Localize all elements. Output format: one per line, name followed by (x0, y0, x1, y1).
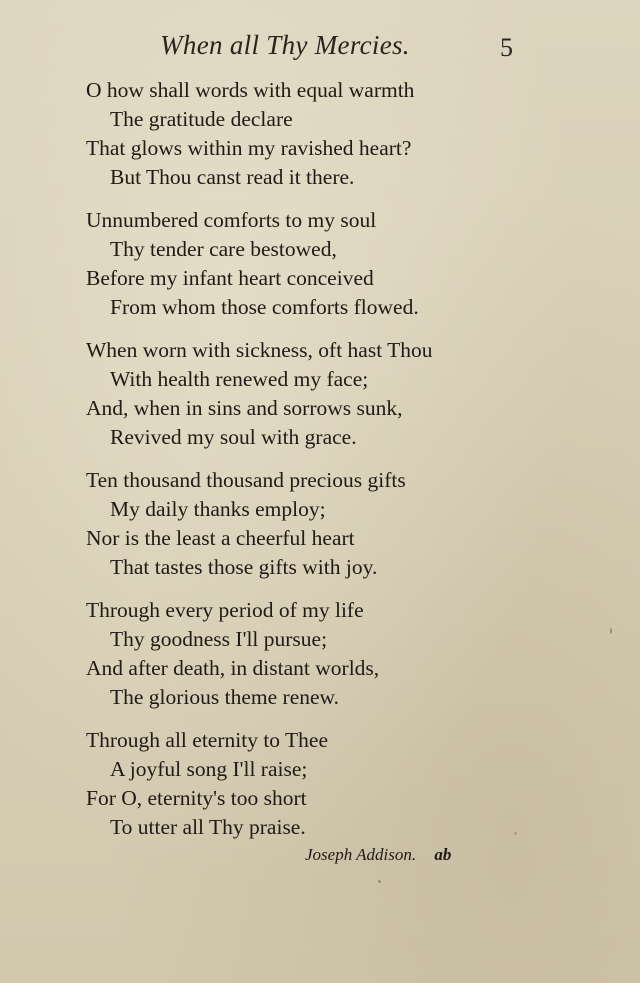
poem-line: With health renewed my face; (110, 367, 369, 391)
poem-line: Unnumbered comforts to my soul (86, 208, 377, 232)
poem-line: For O, eternity's too short (86, 786, 307, 810)
poem-line: Nor is the least a cheerful heart (86, 526, 355, 550)
running-title: When all Thy Mercies. (160, 30, 410, 60)
poem-line: O how shall words with equal warmth (86, 78, 415, 102)
poem-line: Thy tender care bestowed, (110, 237, 337, 261)
poem-line: To utter all Thy praise. (110, 815, 306, 839)
stanza-4 (86, 466, 606, 582)
poem-line: But Thou canst read it there. (110, 165, 355, 189)
stanza-2 (86, 206, 606, 322)
poem-line: My daily thanks employ; (110, 497, 326, 521)
poem-line: The glorious theme renew. (110, 685, 340, 709)
poem (86, 76, 606, 856)
poem-line: The gratitude declare (110, 107, 293, 131)
stanza-6 (86, 726, 606, 842)
stanza-1 (86, 76, 606, 192)
poem-line: Through every period of my life (86, 598, 364, 622)
poem-line: From whom those comforts flowed. (110, 295, 419, 319)
poem-line: Through all eternity to Thee (86, 728, 329, 752)
poem-line: And after death, in distant worlds, (86, 656, 380, 680)
paper-speck (514, 832, 517, 835)
stanza-5 (86, 596, 606, 712)
paper-speck (378, 880, 381, 883)
attribution-mark: ab (434, 845, 452, 864)
author-name: Joseph Addison. (305, 845, 417, 864)
page-number: 5 (500, 33, 513, 62)
poem-line: Before my infant heart conceived (86, 266, 374, 290)
poem-line: A joyful song I'll raise; (110, 757, 308, 781)
stanza-3 (86, 336, 606, 452)
poem-line: Ten thousand thousand precious gifts (86, 468, 406, 492)
poem-line: That tastes those gifts with joy. (110, 555, 378, 579)
poem-line: Thy goodness I'll pursue; (110, 627, 328, 651)
poem-line: And, when in sins and sorrows sunk, (86, 396, 403, 420)
attribution (305, 845, 451, 865)
poem-line: When worn with sickness, oft hast Thou (86, 338, 433, 362)
paper-speck (610, 628, 612, 634)
poem-line: Revived my soul with grace. (110, 425, 357, 449)
poem-line: That glows within my ravished heart? (86, 136, 412, 160)
